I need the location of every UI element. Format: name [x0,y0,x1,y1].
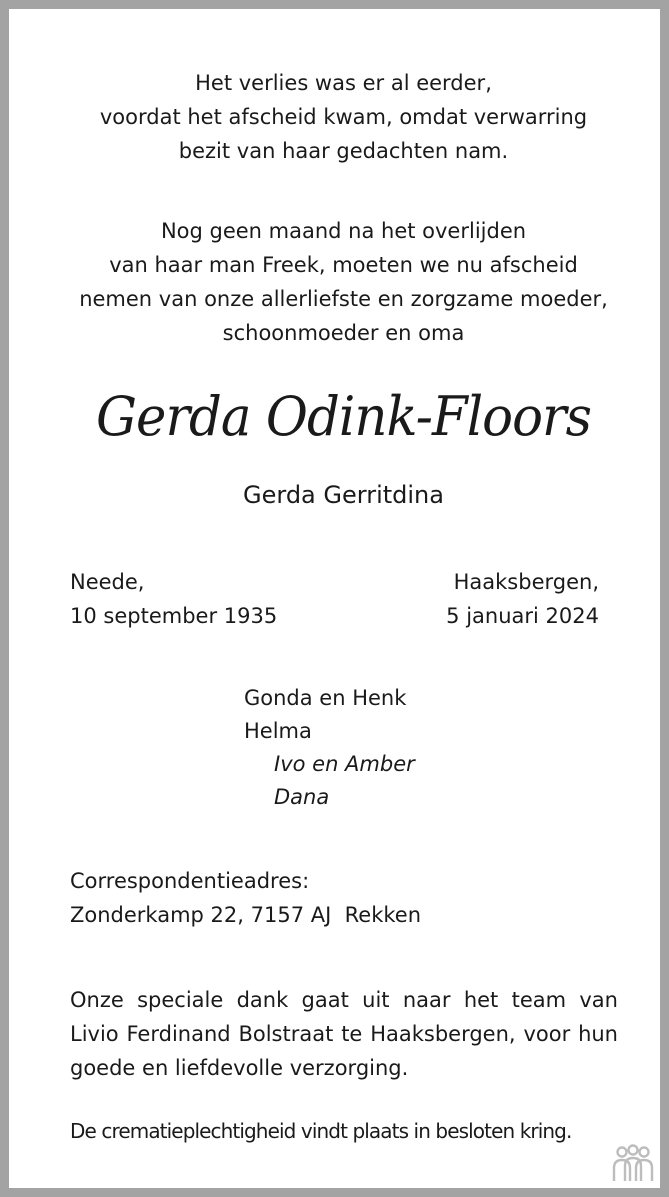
correspondence-label: Correspondentieadres: [70,869,310,893]
family-grandchild: Ivo en Amber [274,752,415,776]
thanks-line: goede en liefdevolle verzorging. [70,1056,409,1080]
family-grandchild: Dana [274,785,330,809]
poem-line: Het verlies was er al eerder, [195,71,492,95]
death-date: 5 januari 2024 [446,604,599,628]
announcement-line: nemen van onze allerliefste en zorgzame moeder, [79,287,608,311]
ceremony-note: De crematieplechtigheid vindt plaats in besloten kring. [70,1119,572,1143]
death-info [446,565,599,633]
deceased-name: Gerda Odink-Floors [96,385,591,448]
announcement-text [39,214,648,350]
intro-poem [39,66,648,168]
birth-date: 10 september 1935 [70,604,278,628]
announcement-line: van haar man Freek, moeten we nu afscheid [109,253,578,277]
poem-line: bezit van haar gedachten nam. [178,139,509,163]
poem-line: voordat het afscheid kwam, omdat verwarring [99,105,588,129]
birth-info [70,565,277,633]
correspondence-address: Zonderkamp 22, 7157 AJ Rekken [70,903,422,927]
thanks-text [70,983,618,1085]
death-place: Haaksbergen, [453,570,599,594]
family-child: Helma [244,719,312,743]
thanks-line: Onze speciale dank gaat uit naar het team van [70,988,618,1012]
deceased-given-names: Gerda Gerritdina [243,481,444,509]
thanks-line: Livio Ferdinand Bolstraat te Haaksbergen, voor hun [70,1022,618,1046]
family-list [244,682,415,814]
people-group-icon [610,1144,656,1184]
birth-place: Neede, [70,570,145,594]
announcement-line: schoonmoeder en oma [222,321,465,345]
announcement-line: Nog geen maand na het overlijden [160,219,527,243]
family-child: Gonda en Henk [244,686,407,710]
correspondence-block [70,864,421,932]
